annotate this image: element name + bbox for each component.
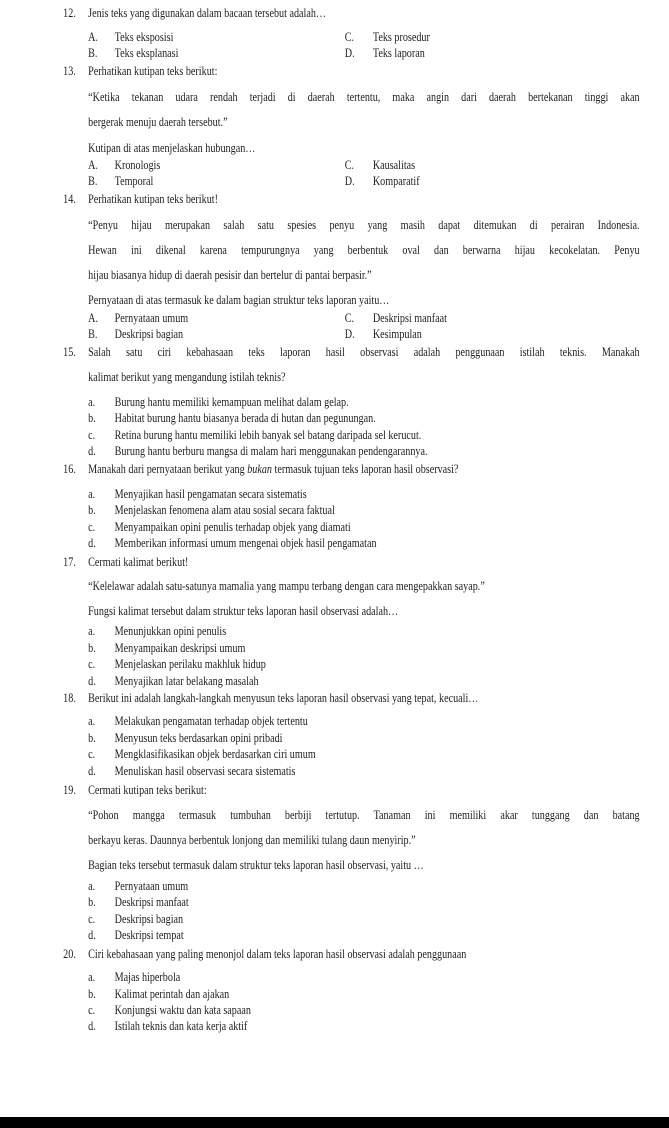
- option-letter: a.: [88, 878, 96, 893]
- option-text: Konjungsi waktu dan kata sapaan: [114, 1002, 251, 1017]
- passage-line: “Ketika tekanan udara rendah terjadi di daerah tertentu, maka angin dari daerah bertekanan tinggi akan: [88, 89, 640, 104]
- option-text: Majas hiperbola: [114, 969, 181, 984]
- question-number: 18.: [63, 690, 76, 705]
- option-text: Istilah teknis dan kata kerja aktif: [114, 1018, 248, 1033]
- option-text: Habitat burung hantu biasanya berada di hutan dan pegunungan.: [114, 410, 376, 425]
- option-text: Retina burung hantu memiliki lebih banyak sel batang daripada sel kerucut.: [114, 427, 422, 442]
- option-letter: A.: [88, 310, 98, 325]
- question-number: 12.: [63, 5, 76, 20]
- option-letter: b.: [88, 502, 96, 517]
- question-text: Manakah dari pernyataan berikut yang bukan termasuk tujuan teks laporan hasil observasi?: [88, 461, 459, 476]
- option-text: Menyajikan latar belakang masalah: [114, 673, 259, 688]
- option-text: Komparatif: [372, 173, 420, 188]
- option-letter: D.: [344, 173, 355, 188]
- option-letter: D.: [344, 326, 355, 341]
- option-letter: c.: [88, 656, 96, 671]
- option-text: Menuliskan hasil observasi secara sistematis: [114, 763, 296, 778]
- question-text: Perhatikan kutipan teks berikut:: [88, 63, 218, 78]
- option-letter: D.: [344, 45, 355, 60]
- passage-line: Hewan ini dikenal karena tempurungnya yang berbentuk oval dan berwarna hijau kecokelatan. Penyu: [88, 242, 640, 257]
- question-text: Jenis teks yang digunakan dalam bacaan tersebut adalah…: [88, 5, 327, 20]
- passage-line: Pernyataan di atas termasuk ke dalam bagian struktur teks laporan yaitu…: [88, 292, 390, 307]
- option-text: Teks eksposisi: [114, 29, 174, 44]
- option-letter: a.: [88, 623, 96, 638]
- question-text: Cermati kalimat berikut!: [88, 554, 189, 569]
- option-letter: d.: [88, 927, 96, 942]
- option-letter: C.: [344, 157, 355, 172]
- option-text: Melakukan pengamatan terhadap objek tertentu: [114, 713, 308, 728]
- option-text: Deskripsi manfaat: [372, 310, 447, 325]
- option-letter: B.: [88, 173, 98, 188]
- option-letter: d.: [88, 443, 96, 458]
- option-letter: B.: [88, 326, 98, 341]
- question-text: Salah satu ciri kebahasaan teks laporan hasil observasi adalah penggunaan istilah teknis. Manakah: [88, 344, 640, 359]
- question-text: Cermati kutipan teks berikut:: [88, 782, 207, 797]
- option-letter: d.: [88, 673, 96, 688]
- option-text: Burung hantu memiliki kemampuan melihat dalam gelap.: [114, 394, 349, 409]
- question-number: 19.: [63, 782, 76, 797]
- option-letter: a.: [88, 486, 96, 501]
- option-letter: C.: [344, 29, 355, 44]
- passage-line: “Pohon mangga termasuk tumbuhan berbiji tertutup. Tanaman ini memiliki akar tunggang dan batang: [88, 807, 640, 822]
- passage-line: Bagian teks tersebut termasuk dalam struktur teks laporan hasil observasi, yaitu …: [88, 857, 424, 872]
- passage-line: “Penyu hijau merupakan salah satu spesies penyu yang masih dapat ditemukan di perairan Indonesia.: [88, 217, 640, 232]
- passage-line: hijau biasanya hidup di daerah pesisir dan bertelur di pantai berpasir.”: [88, 267, 372, 282]
- question-text: Berikut ini adalah langkah-langkah menyusun teks laporan hasil observasi yang tepat, kecuali…: [88, 690, 479, 705]
- option-letter: C.: [344, 310, 355, 325]
- option-text: Pernyataan umum: [114, 310, 189, 325]
- question-number: 16.: [63, 461, 76, 476]
- option-letter: c.: [88, 519, 96, 534]
- option-text: Mengklasifikasikan objek berdasarkan ciri umum: [114, 746, 316, 761]
- option-text: Deskripsi tempat: [114, 927, 184, 942]
- option-letter: b.: [88, 894, 96, 909]
- passage-line: bergerak menuju daerah tersebut.”: [88, 114, 228, 129]
- option-text: Menjelaskan perilaku makhluk hidup: [114, 656, 266, 671]
- question-number: 14.: [63, 191, 76, 206]
- option-letter: d.: [88, 1018, 96, 1033]
- option-text: Deskripsi manfaat: [114, 894, 189, 909]
- option-text: Teks laporan: [372, 45, 425, 60]
- option-letter: b.: [88, 730, 96, 745]
- option-text: Deskripsi bagian: [114, 326, 184, 341]
- option-letter: a.: [88, 394, 96, 409]
- option-letter: A.: [88, 157, 98, 172]
- option-text: Menyajikan hasil pengamatan secara sistematis: [114, 486, 307, 501]
- emphasis: bukan: [247, 461, 273, 476]
- option-letter: b.: [88, 986, 96, 1001]
- option-text: Menunjukkan opini penulis: [114, 623, 227, 638]
- option-text: Deskripsi bagian: [114, 911, 184, 926]
- option-text: Kalimat perintah dan ajakan: [114, 986, 230, 1001]
- option-text: Memberikan informasi umum mengenai objek hasil pengamatan: [114, 535, 377, 550]
- option-letter: b.: [88, 640, 96, 655]
- option-letter: b.: [88, 410, 96, 425]
- option-letter: d.: [88, 535, 96, 550]
- option-text: Kesimpulan: [372, 326, 422, 341]
- option-text: Kronologis: [114, 157, 161, 172]
- passage-line: berkayu keras. Daunnya berbentuk lonjong dan memiliki tulang daun menyirip.”: [88, 832, 416, 847]
- option-text: Menyampaikan opini penulis terhadap objek yang diamati: [114, 519, 351, 534]
- question-number: 13.: [63, 63, 76, 78]
- passage-line: Kutipan di atas menjelaskan hubungan…: [88, 140, 256, 155]
- option-letter: A.: [88, 29, 98, 44]
- option-letter: c.: [88, 427, 96, 442]
- option-text: Menyampaikan deskripsi umum: [114, 640, 246, 655]
- option-letter: c.: [88, 1002, 96, 1017]
- option-letter: d.: [88, 763, 96, 778]
- option-text: Kausalitas: [372, 157, 416, 172]
- option-letter: c.: [88, 746, 96, 761]
- option-letter: a.: [88, 969, 96, 984]
- question-number: 15.: [63, 344, 76, 359]
- option-letter: c.: [88, 911, 96, 926]
- bottom-bar: [0, 1117, 669, 1128]
- question-number: 17.: [63, 554, 76, 569]
- question-text: Ciri kebahasaan yang paling menonjol dalam teks laporan hasil observasi adalah penggunaan: [88, 946, 467, 961]
- passage-line: “Kelelawar adalah satu-satunya mamalia yang mampu terbang dengan cara mengepakkan sayap.”: [88, 578, 485, 593]
- question-number: 20.: [63, 946, 76, 961]
- option-text: Menyusun teks berdasarkan opini pribadi: [114, 730, 283, 745]
- option-text: Teks prosedur: [372, 29, 430, 44]
- option-text: Pernyataan umum: [114, 878, 189, 893]
- question-text: kalimat berikut yang mengandung istilah teknis?: [88, 369, 286, 384]
- option-text: Menjelaskan fenomena alam atau sosial secara faktual: [114, 502, 335, 517]
- option-letter: B.: [88, 45, 98, 60]
- option-text: Temporal: [114, 173, 154, 188]
- option-text: Teks eksplanasi: [114, 45, 179, 60]
- passage-line: Fungsi kalimat tersebut dalam struktur teks laporan hasil observasi adalah…: [88, 603, 399, 618]
- option-letter: a.: [88, 713, 96, 728]
- option-text: Burung hantu berburu mangsa di malam hari menggunakan pendengarannya.: [114, 443, 428, 458]
- question-text: Perhatikan kutipan teks berikut!: [88, 191, 218, 206]
